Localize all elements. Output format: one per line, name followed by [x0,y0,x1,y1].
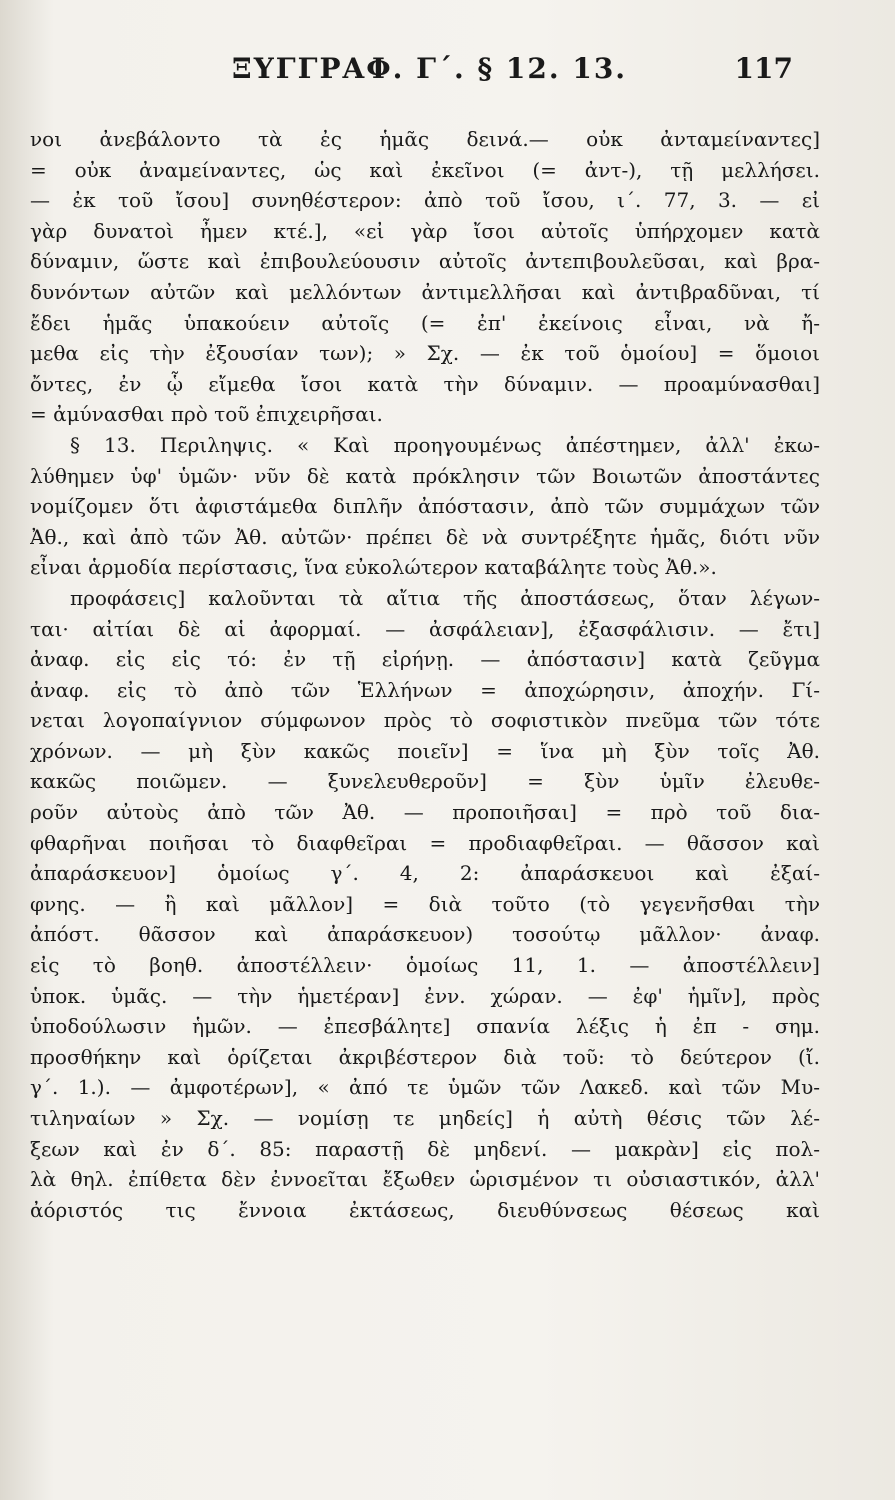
text-line: προφάσεις] καλοῦνται τὰ αἴτια τῆς ἀποστάσεως, ὅταν λέγων- [70,585,820,610]
page-number: 117 [734,52,793,85]
text-line: ἀόριστός τις ἔννοια ἐκτάσεως, διευθύνσεως θέσεως καὶ [30,1197,820,1222]
text-line: ἀναφ. εἰς τὸ ἀπὸ τῶν Ἑλλήνων = ἀποχώρησιν, ἀποχήν. Γί- [30,677,820,702]
text-line: νεται λογοπαίγνιον σύμφωνον πρὸς τὸ σοφιστικὸν πνεῦμα τῶν τότε [30,708,820,733]
text-line: εἶναι ἁρμοδία περίστασις, ἵνα εὐκολώτερον καταβάλητε τοὺς Ἀθ.». [30,555,717,580]
text-line: ἔδει ἡμᾶς ὑπακούειν αὐτοῖς (= ἐπ' ἐκείνοις εἶναι, νὰ ἤ- [30,310,820,335]
text-line: δυνόντων αὐτῶν καὶ μελλόντων ἀντιμελλῆσαι καὶ ἀντιβραδῦναι, τί [30,279,820,304]
text-line: τιληναίων » Σχ. — νομίσῃ τε μηδείς] ἡ αὐτὴ θέσις τῶν λέ- [30,1106,820,1130]
text-line: λὰ θηλ. ἐπίθετα δὲν ἐννοεῖται ἔξωθεν ὡρισμένον τι οὐσιαστικόν, ἀλλ' [30,1167,820,1192]
text-line: γὰρ δυνατοὶ ἦμεν κτέ.], «εἰ γὰρ ἴσοι αὐτοῖς ὑπήρχομεν κατὰ [30,218,820,243]
text-line: κακῶς ποιῶμεν. — ξυνελευθεροῦν] = ξὺν ὑμῖν ἐλευθε- [30,769,820,794]
text-line: δύναμιν, ὥστε καὶ ἐπιβουλεύουσιν αὐτοῖς ἀντεπιβουλεῦσαι, καὶ βρα- [30,249,820,274]
text-line: λύθημεν ὑφ' ὑμῶν· νῦν δὲ κατὰ πρόκλησιν τῶν Βοιωτῶν ἀποστάντες [30,463,820,488]
text-line: προσθήκην καὶ ὁρίζεται ἀκριβέστερον διὰ τοῦ: τὸ δεύτερον (ἴ. [30,1044,820,1069]
text-line: ὑποκ. ὑμᾶς. — τὴν ἡμετέραν] ἐνν. χώραν. — ἐφ' ἡμῖν], πρὸς [30,983,820,1008]
text-line: ἀπαράσκευον] ὁμοίως γ΄. 4, 2: ἀπαράσκευοι καὶ ἐξαί- [30,861,820,886]
text-line: = οὐκ ἀναμείναντες, ὡς καὶ ἐκεῖνοι (= ἀντ-), τῇ μελλήσει. [30,157,820,182]
text-line: νοι ἀνεβάλοντο τὰ ἐς ἡμᾶς δεινά.— οὐκ ἀνταμείναντες] [30,127,820,151]
text-line: εἰς τὸ βοηθ. ἀποστέλλειν· ὁμοίως 11, 1. — ἀποστέλλειν] [30,953,820,978]
text-line: — ἐκ τοῦ ἴσου] συνηθέστερον: ἀπὸ τοῦ ἴσου, ι΄. 77, 3. — εἰ [30,188,820,213]
text-line: ξεων καὶ ἐν δ΄. 85: παραστῇ δὲ μηδενί. — μακρὰν] εἰς πολ- [30,1136,820,1161]
text-line: ροῦν αὐτοὺς ἀπὸ τῶν Ἀθ. — προποιῆσαι] = πρὸ τοῦ δια- [30,800,820,825]
text-line: νομίζομεν ὅτι ἀφιστάμεθα διπλῆν ἀπόστασιν, ἀπὸ τῶν συμμάχων τῶν [30,494,820,519]
text-line: γ΄. 1.). — ἀμφοτέρων], « ἀπό τε ὑμῶν τῶν Λακεδ. καὶ τῶν Μυ- [30,1075,820,1100]
text-line: ὑποδούλωσιν ἡμῶν. — ἐπεσβάλητε] σπανία λέξις ἡ ἐπ - σημ. [30,1014,820,1039]
running-head-title: ΞΥΓΓΡΑΦ. Γ΄. § 12. 13. [232,52,628,85]
text-line: χρόνων. — μὴ ξὺν κακῶς ποιεῖν] = ἵνα μὴ ξὺν τοῖς Ἀθ. [30,738,820,763]
text-line: § 13. Περιληψις. « Καὶ προηγουμένως ἀπέστημεν, ἀλλ' ἐκω- [70,432,820,457]
text-line: Ἀθ., καὶ ἀπὸ τῶν Ἀθ. αὐτῶν· πρέπει δὲ νὰ συντρέξητε ἡμᾶς, διότι νῦν [30,524,820,549]
text-line: = ἀμύνασθαι πρὸ τοῦ ἐπιχειρῆσαι. [30,402,383,427]
text-line: φθαρῆναι ποιῆσαι τὸ διαφθεῖραι = προδιαφθεῖραι. — θᾶσσον καὶ [30,830,820,855]
commentary-text [30,124,820,1225]
text-line: ἀπόστ. θᾶσσον καὶ ἀπαράσκευον) τοσούτῳ μᾶλλον· ἀναφ. [30,922,820,947]
text-line: φνης. — ἢ καὶ μᾶλλον] = διὰ τοῦτο (τὸ γεγενῆσθαι τὴν [30,891,820,916]
running-head [0,52,895,92]
text-line: μεθα εἰς τὴν ἐξουσίαν των); » Σχ. — ἐκ τοῦ ὁμοίου] = ὅμοιοι [30,341,820,366]
text-line: ἀναφ. εἰς εἰς τό: ἐν τῇ εἰρήνῃ. — ἀπόστασιν] κατὰ ζεῦγμα [30,647,820,672]
text-line: ὄντες, ἐν ᾧ εἴμεθα ἴσοι κατὰ τὴν δύναμιν. — προαμύνασθαι] [30,371,820,396]
text-line: ται· αἰτίαι δὲ αἱ ἀφορμαί. — ἀσφάλειαν], ἐξασφάλισιν. — ἔτι] [30,616,820,641]
